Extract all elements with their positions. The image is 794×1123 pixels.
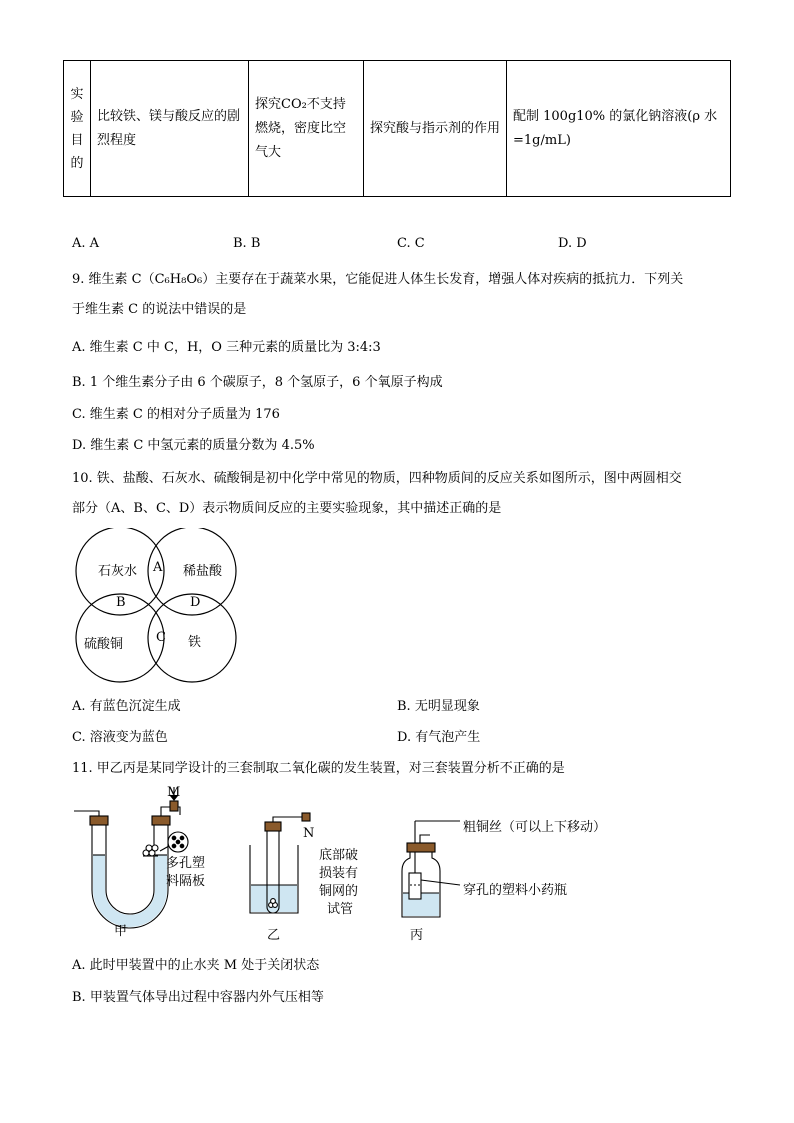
q11-option-b: B. 甲装置气体导出过程中容器内外气压相等: [72, 990, 324, 1005]
label-n: N: [303, 826, 315, 841]
label-tube-2: 损装有: [319, 866, 359, 881]
label-m: M: [167, 785, 181, 800]
circle-label-limewater: 石灰水: [98, 564, 138, 579]
experiment-table: [63, 60, 731, 197]
q9-stem-line2: 于维生素 C 的说法中错误的是: [72, 302, 247, 317]
intersection-d: D: [190, 595, 201, 610]
q9-option-d: D. 维生素 C 中氢元素的质量分数为 4.5%: [72, 438, 315, 453]
circle-label-cuso4: 硫酸铜: [84, 637, 124, 652]
label-bottle: 穿孔的塑料小药瓶: [463, 883, 568, 898]
label-tube-4: 试管: [327, 902, 354, 917]
q9-option-b: B. 1 个维生素分子由 6 个碳原子，8 个氢原子，6 个氧原子构成: [72, 375, 443, 390]
q10-option-a: A. 有蓝色沉淀生成: [72, 699, 181, 714]
q8-option-a: A. A: [72, 236, 100, 251]
q9-option-a: A. 维生素 C 中 C，H，O 三种元素的质量比为 3:4:3: [72, 340, 381, 355]
venn-diagram: [72, 528, 248, 684]
apparatus-figure: [70, 785, 630, 945]
q9-option-c: C. 维生素 C 的相对分子质量为 176: [72, 407, 280, 422]
q10-stem-line2: 部分（A、B、C、D）表示物质间反应的主要实验现象，其中描述正确的是: [72, 501, 502, 516]
table-cell: 比较铁、镁与酸反应的剧烈程度: [91, 61, 249, 197]
apparatus-yi: [250, 813, 310, 913]
q9-stem-line1: 9. 维生素 C（C₆H₈O₆）主要存在于蔬菜水果，它能促进人体生长发育，增强人体对疾病的抵抗力．下列关: [72, 272, 684, 287]
intersection-c: C: [156, 630, 166, 645]
table-header-cell: 实验目的: [64, 61, 91, 197]
q10-stem-line1: 10. 铁、盐酸、石灰水、硫酸铜是初中化学中常见的物质，四种物质间的反应关系如图所示，图中两圆相交: [72, 471, 682, 486]
table-cell: 探究酸与指示剂的作用: [364, 61, 507, 197]
circle-label-iron: 铁: [188, 635, 202, 650]
label-wire: 粗铜丝（可以上下移动）: [463, 820, 607, 835]
q11-stem: 11. 甲乙丙是某同学设计的三套制取二氧化碳的发生装置，对三套装置分析不正确的是: [72, 761, 565, 776]
table-cell: 配制 100g10% 的氯化钠溶液(ρ 水 =1g/mL): [507, 61, 731, 197]
label-tube-1: 底部破: [319, 848, 359, 863]
label-bing: 丙: [410, 928, 424, 943]
q11-option-a: A. 此时甲装置中的止水夹 M 处于关闭状态: [72, 958, 320, 973]
label-plate-2: 料隔板: [166, 874, 206, 889]
label-yi: 乙: [267, 928, 281, 943]
intersection-b: B: [116, 595, 126, 610]
label-plate-1: 多孔塑: [166, 856, 206, 871]
q10-option-c: C. 溶液变为蓝色: [72, 730, 168, 745]
q10-option-b: B. 无明显现象: [397, 699, 480, 714]
q8-option-c: C. C: [397, 236, 425, 251]
label-tube-3: 铜网的: [319, 884, 359, 899]
q10-option-d: D. 有气泡产生: [397, 730, 481, 745]
circle-label-hcl: 稀盐酸: [183, 564, 223, 579]
q8-option-b: B. B: [233, 236, 261, 251]
apparatus-bing: [402, 821, 460, 917]
label-jia: 甲: [114, 924, 128, 939]
table-cell: 探究CO₂不支持燃烧，密度比空气大: [249, 61, 364, 197]
intersection-a: A: [153, 560, 163, 575]
q8-option-d: D. D: [558, 236, 587, 251]
